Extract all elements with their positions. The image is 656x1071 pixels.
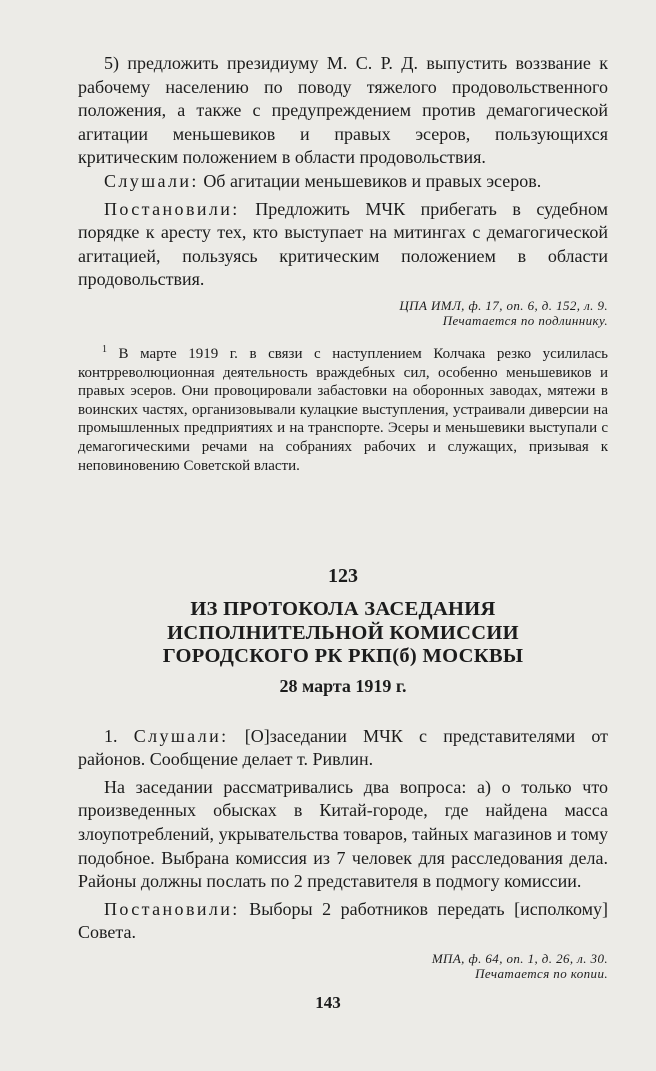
document-source-ref: МПА, ф. 64, оп. 1, д. 26, л. 30. [431,950,608,966]
document-date: 28 марта 1919 г. [279,675,407,696]
heard-paragraph [78,170,608,194]
resolved-label: Постановили: [104,198,240,219]
document-source [78,951,608,981]
item-1-body [78,776,608,894]
page-number: 143 [315,993,341,1012]
document-title-line-1: ИЗ ПРОТОКОЛА ЗАСЕДАНИЯ [190,598,496,621]
document-title-line-3: ГОРОДСКОГО РК РКП(б) МОСКВЫ [162,645,524,668]
item-1-resolved-text: Выборы 2 работников передать [исполкому] Совета. [78,898,608,943]
document-number: 123 [328,565,358,588]
heard-text: Об агитации меньшевиков и правых эсеров. [203,170,542,191]
item-1-heard [78,725,608,772]
footnote-text: В марте 1919 г. в связи с наступлением Колчака резко усилилась контрреволюционная деятельность враждебных сил, особенно меньшевиков и правых эсеров. Они провоцировали забастовки на оборонных заводах, мятежи в воинских частях, организовывали кулацкие выступления, устраивали диверсии на промышленных предприятиях и на транспорте. Эсеры и меньшевики выступали с демагогическими речами на собраниях рабочих и служащих, призывая к неповиновению Советской власти. [78,345,609,474]
item-1-body-text: На заседании рассматривались два вопроса: а) о только что произведенных обысках в Китай-городе, где найдена масса злоупотреблений, укрывательства товаров, тайных магазинов и тому подобное. Выбрана комиссия из 7 человек для расследования дела. Районы должны послать по 2 представителя в подмогу комиссии. [78,776,608,892]
item-1-heard-text: [О]заседании МЧК с представителями от районов. Сообщение делает т. Ривлин. [78,725,608,770]
archive-source-note: Печатается по подлиннику. [442,312,608,328]
item-1-resolved-label: Постановили: [104,898,240,919]
document-title-line-2: ИСПОЛНИТЕЛЬНОЙ КОМИССИИ [167,621,519,644]
item-1-number: 1. [104,725,118,746]
archive-source [78,298,608,328]
item5-text: 5) предложить президиуму М. С. Р. Д. выпустить воззвание к рабочему населению по поводу тяжелого продовольственного положения, а также с предупреждением против демагогической агитации меньшевиков и правых эсеров, пользующихся критическим положением в области продовольствия. [78,53,608,168]
footnote-marker: 1 [102,343,107,355]
item-1-resolved [78,898,608,945]
heard-label: Слушали: [104,170,199,191]
footnote [78,345,608,475]
archive-source-ref: ЦПА ИМЛ, ф. 17, оп. 6, д. 152, л. 9. [399,297,608,313]
item-1-heard-label: Слушали: [133,725,229,746]
document-title [78,598,608,669]
resolved-paragraph [78,198,608,292]
resolved-text: Предложить МЧК прибегать в судебном порядке к аресту тех, кто выступает на митингах с демагогической агитацией, пользуясь критическим положением в области продовольствия. [78,198,608,290]
document-source-note: Печатается по копии. [475,965,608,981]
resolution-item-5 [78,52,608,170]
